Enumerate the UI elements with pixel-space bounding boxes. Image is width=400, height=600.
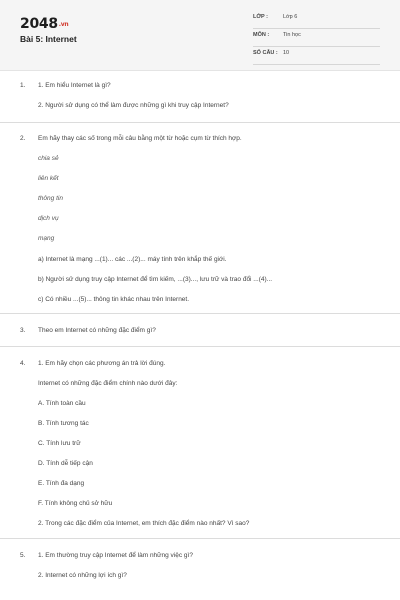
- word-option: mạng: [38, 235, 55, 242]
- answer-option: F. Tính không chủ sở hữu: [38, 500, 113, 507]
- meta-row-subject: MÔN : Tin học: [253, 29, 380, 47]
- answer-option: B. Tính tương tác: [38, 420, 89, 427]
- page-title: Bài 5: Internet: [20, 34, 77, 44]
- question-number: 3.: [20, 327, 26, 334]
- meta-row-class: LỚP : Lớp 6: [253, 11, 380, 29]
- word-option: chia sẻ: [38, 155, 59, 162]
- meta-info: [253, 11, 380, 65]
- question-line: 2. Internet có những lợi ích gì?: [38, 572, 127, 579]
- question-intro: Em hãy thay các số trong mỗi câu bằng một từ hoặc cụm từ thích hợp.: [38, 135, 242, 142]
- question-number: 2.: [20, 135, 26, 142]
- divider: [0, 313, 400, 314]
- divider: [0, 122, 400, 123]
- answer-option: C. Tính lưu trữ: [38, 440, 81, 447]
- site-logo[interactable]: 2048.vn: [20, 16, 69, 32]
- question-line: a) Internet là mạng ...(1)... các ...(2)... máy tính trên khắp thế giới.: [38, 256, 227, 263]
- question-number: 5.: [20, 552, 26, 559]
- question-line: b) Người sử dụng truy cập Internet để tìm kiếm, ...(3)..., lưu trữ và trao đổi ...(4)...: [38, 276, 273, 283]
- logo-suffix: .vn: [58, 20, 69, 28]
- question-line: 1. Em hãy chọn các phương án trả lời đúng.: [38, 360, 166, 367]
- word-option: thông tin: [38, 195, 63, 202]
- question-line: 1. Em hiểu Internet là gì?: [38, 82, 111, 89]
- divider: [0, 346, 400, 347]
- question-number: 4.: [20, 360, 26, 367]
- question-line: 2. Người sử dụng có thể làm được những gì khi truy cập Internet?: [38, 102, 229, 109]
- answer-option: E. Tính đa dạng: [38, 480, 85, 487]
- worksheet-header: [0, 0, 400, 71]
- question-line: Theo em Internet có những đặc điểm gì?: [38, 327, 156, 334]
- question-line: Internet có những đặc điểm chính nào dưới đây:: [38, 380, 178, 387]
- divider: [0, 538, 400, 539]
- question-line: 2. Trong các đặc điểm của Internet, em thích đặc điểm nào nhất? Vì sao?: [38, 520, 250, 527]
- answer-option: D. Tính dễ tiếp cận: [38, 460, 93, 467]
- question-line: c) Có nhiều ...(5)... thông tin khác nhau trên Internet.: [38, 296, 190, 303]
- word-option: liên kết: [38, 175, 59, 182]
- word-option: dịch vụ: [38, 215, 59, 222]
- meta-row-count: SỐ CÂU : 10: [253, 47, 380, 65]
- question-number: 1.: [20, 82, 26, 89]
- question-line: 1. Em thường truy cập Internet để làm những việc gì?: [38, 552, 193, 559]
- answer-option: A. Tính toàn cầu: [38, 400, 86, 407]
